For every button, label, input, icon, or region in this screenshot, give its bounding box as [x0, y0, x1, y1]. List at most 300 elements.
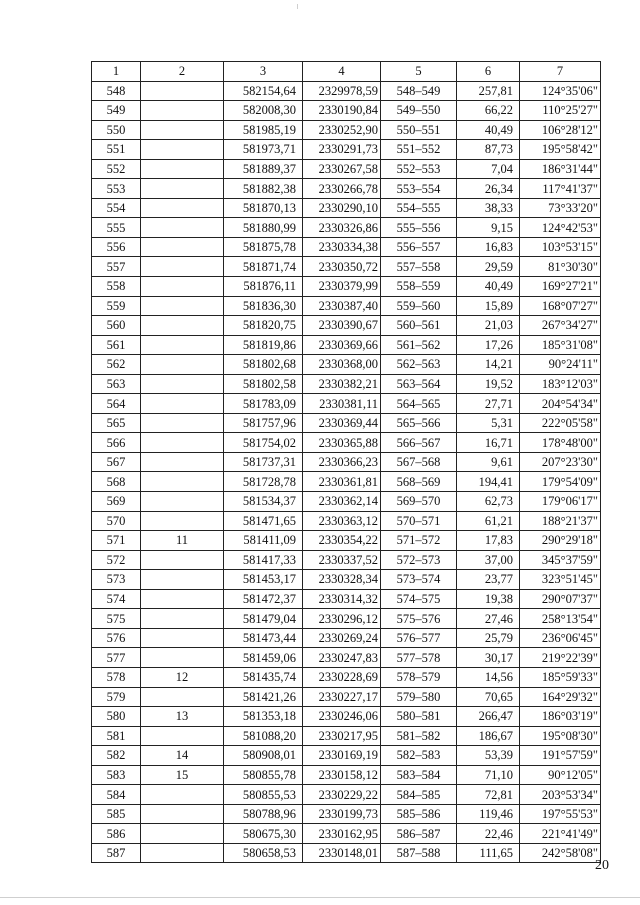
marker-cell: [141, 570, 224, 590]
bearing-cell: 117°41'37": [520, 179, 601, 199]
bearing-cell: 110°25'27": [520, 101, 601, 121]
table-row: [92, 785, 601, 805]
x-coordinate-cell: 580675,30: [224, 824, 303, 844]
bearing-cell: 219°22'39": [520, 648, 601, 668]
segment-cell: 587–588: [381, 843, 457, 863]
length-cell: 66,22: [457, 101, 520, 121]
table-row: [92, 609, 601, 629]
point-number-cell: 583: [92, 765, 141, 785]
bearing-cell: 186°31'44": [520, 159, 601, 179]
table-header-row: [92, 62, 601, 82]
point-number-cell: 574: [92, 589, 141, 609]
point-number-cell: 587: [92, 843, 141, 863]
table-row: [92, 394, 601, 414]
marker-cell: 13: [141, 707, 224, 727]
marker-cell: [141, 237, 224, 257]
length-cell: 111,65: [457, 843, 520, 863]
segment-cell: 568–569: [381, 472, 457, 492]
marker-cell: [141, 179, 224, 199]
x-coordinate-cell: 581728,78: [224, 472, 303, 492]
y-coordinate-cell: 2330369,44: [303, 413, 381, 433]
x-coordinate-cell: 581889,37: [224, 159, 303, 179]
length-cell: 16,71: [457, 433, 520, 453]
length-cell: 5,31: [457, 413, 520, 433]
table-row: [92, 257, 601, 277]
length-cell: 17,83: [457, 531, 520, 551]
table-row: [92, 667, 601, 687]
segment-cell: 569–570: [381, 492, 457, 512]
y-coordinate-cell: 2330229,22: [303, 785, 381, 805]
length-cell: 27,71: [457, 394, 520, 414]
x-coordinate-cell: 581088,20: [224, 726, 303, 746]
length-cell: 9,15: [457, 218, 520, 238]
y-coordinate-cell: 2330269,24: [303, 628, 381, 648]
point-number-cell: 568: [92, 472, 141, 492]
marker-cell: [141, 511, 224, 531]
segment-cell: 561–562: [381, 335, 457, 355]
length-cell: 16,83: [457, 237, 520, 257]
length-cell: 61,21: [457, 511, 520, 531]
bearing-cell: 81°30'30": [520, 257, 601, 277]
bottom-divider: [0, 897, 640, 898]
length-cell: 17,26: [457, 335, 520, 355]
segment-cell: 552–553: [381, 159, 457, 179]
marker-cell: [141, 81, 224, 101]
length-cell: 53,39: [457, 746, 520, 766]
length-cell: 29,59: [457, 257, 520, 277]
segment-cell: 584–585: [381, 785, 457, 805]
segment-cell: 562–563: [381, 355, 457, 375]
x-coordinate-cell: 581802,68: [224, 355, 303, 375]
marker-cell: [141, 726, 224, 746]
x-coordinate-cell: 580855,78: [224, 765, 303, 785]
table-row: [92, 648, 601, 668]
marker-cell: [141, 589, 224, 609]
segment-cell: 570–571: [381, 511, 457, 531]
point-number-cell: 559: [92, 296, 141, 316]
point-number-cell: 567: [92, 452, 141, 472]
segment-cell: 582–583: [381, 746, 457, 766]
column-header: 3: [224, 62, 303, 82]
segment-cell: 557–558: [381, 257, 457, 277]
marker-cell: 15: [141, 765, 224, 785]
length-cell: 37,00: [457, 550, 520, 570]
table-row: [92, 746, 601, 766]
table-row: [92, 101, 601, 121]
marker-cell: [141, 277, 224, 297]
length-cell: 257,81: [457, 81, 520, 101]
y-coordinate-cell: 2330266,78: [303, 179, 381, 199]
marker-cell: [141, 120, 224, 140]
y-coordinate-cell: 2330228,69: [303, 667, 381, 687]
point-number-cell: 582: [92, 746, 141, 766]
point-number-cell: 550: [92, 120, 141, 140]
segment-cell: 548–549: [381, 81, 457, 101]
x-coordinate-cell: 581754,02: [224, 433, 303, 453]
y-coordinate-cell: 2330246,06: [303, 707, 381, 727]
bearing-cell: 185°59'33": [520, 667, 601, 687]
marker-cell: [141, 413, 224, 433]
point-number-cell: 553: [92, 179, 141, 199]
table-row: [92, 120, 601, 140]
marker-cell: [141, 257, 224, 277]
segment-cell: 571–572: [381, 531, 457, 551]
table-row: [92, 81, 601, 101]
x-coordinate-cell: 581871,74: [224, 257, 303, 277]
bearing-cell: 106°28'12": [520, 120, 601, 140]
bearing-cell: 164°29'32": [520, 687, 601, 707]
x-coordinate-cell: 581880,99: [224, 218, 303, 238]
bearing-cell: 345°37'59": [520, 550, 601, 570]
y-coordinate-cell: 2330387,40: [303, 296, 381, 316]
bearing-cell: 290°07'37": [520, 589, 601, 609]
segment-cell: 586–587: [381, 824, 457, 844]
table-row: [92, 355, 601, 375]
y-coordinate-cell: 2330365,88: [303, 433, 381, 453]
x-coordinate-cell: 581411,09: [224, 531, 303, 551]
segment-cell: 581–582: [381, 726, 457, 746]
bearing-cell: 90°24'11": [520, 355, 601, 375]
bearing-cell: 168°07'27": [520, 296, 601, 316]
x-coordinate-cell: 581479,04: [224, 609, 303, 629]
table-row: [92, 472, 601, 492]
point-number-cell: 555: [92, 218, 141, 238]
length-cell: 87,73: [457, 140, 520, 160]
segment-cell: 563–564: [381, 374, 457, 394]
marker-cell: [141, 609, 224, 629]
column-header: 2: [141, 62, 224, 82]
x-coordinate-cell: 581802,58: [224, 374, 303, 394]
length-cell: 19,38: [457, 589, 520, 609]
x-coordinate-cell: 582008,30: [224, 101, 303, 121]
segment-cell: 567–568: [381, 452, 457, 472]
segment-cell: 576–577: [381, 628, 457, 648]
y-coordinate-cell: 2330290,10: [303, 198, 381, 218]
bearing-cell: 188°21'37": [520, 511, 601, 531]
bearing-cell: 179°06'17": [520, 492, 601, 512]
length-cell: 62,73: [457, 492, 520, 512]
y-coordinate-cell: 2330354,22: [303, 531, 381, 551]
y-coordinate-cell: 2330366,23: [303, 452, 381, 472]
marker-cell: [141, 804, 224, 824]
table-row: [92, 687, 601, 707]
y-coordinate-cell: 2330291,73: [303, 140, 381, 160]
segment-cell: 550–551: [381, 120, 457, 140]
length-cell: 266,47: [457, 707, 520, 727]
table-row: [92, 277, 601, 297]
segment-cell: 585–586: [381, 804, 457, 824]
x-coordinate-cell: 581453,17: [224, 570, 303, 590]
bearing-cell: 124°35'06": [520, 81, 601, 101]
length-cell: 40,49: [457, 120, 520, 140]
y-coordinate-cell: 2330267,58: [303, 159, 381, 179]
y-coordinate-cell: 2330190,84: [303, 101, 381, 121]
bearing-cell: 185°31'08": [520, 335, 601, 355]
marker-cell: [141, 316, 224, 336]
table-row: [92, 765, 601, 785]
segment-cell: 577–578: [381, 648, 457, 668]
y-coordinate-cell: 2330361,81: [303, 472, 381, 492]
segment-cell: 555–556: [381, 218, 457, 238]
table-row: [92, 531, 601, 551]
length-cell: 38,33: [457, 198, 520, 218]
marker-cell: [141, 374, 224, 394]
y-coordinate-cell: 2330381,11: [303, 394, 381, 414]
bearing-cell: 179°54'09": [520, 472, 601, 492]
table-row: [92, 804, 601, 824]
length-cell: 71,10: [457, 765, 520, 785]
column-header: 7: [520, 62, 601, 82]
point-number-cell: 575: [92, 609, 141, 629]
length-cell: 30,17: [457, 648, 520, 668]
point-number-cell: 560: [92, 316, 141, 336]
segment-cell: 551–552: [381, 140, 457, 160]
bearing-cell: 195°08'30": [520, 726, 601, 746]
segment-cell: 579–580: [381, 687, 457, 707]
point-number-cell: 561: [92, 335, 141, 355]
x-coordinate-cell: 581876,11: [224, 277, 303, 297]
segment-cell: 566–567: [381, 433, 457, 453]
length-cell: 9,61: [457, 452, 520, 472]
bearing-cell: 207°23'30": [520, 452, 601, 472]
table-row: [92, 316, 601, 336]
table-row: [92, 237, 601, 257]
y-coordinate-cell: 2330328,34: [303, 570, 381, 590]
point-number-cell: 581: [92, 726, 141, 746]
table-row: [92, 570, 601, 590]
marker-cell: [141, 101, 224, 121]
bearing-cell: 178°48'00": [520, 433, 601, 453]
x-coordinate-cell: 581783,09: [224, 394, 303, 414]
point-number-cell: 548: [92, 81, 141, 101]
y-coordinate-cell: 2330252,90: [303, 120, 381, 140]
segment-cell: 580–581: [381, 707, 457, 727]
scan-mark: [297, 4, 298, 9]
marker-cell: 12: [141, 667, 224, 687]
marker-cell: [141, 824, 224, 844]
x-coordinate-cell: 581472,37: [224, 589, 303, 609]
point-number-cell: 549: [92, 101, 141, 121]
point-number-cell: 570: [92, 511, 141, 531]
y-coordinate-cell: 2330363,12: [303, 511, 381, 531]
y-coordinate-cell: 2330148,01: [303, 843, 381, 863]
table-row: [92, 198, 601, 218]
x-coordinate-cell: 581421,26: [224, 687, 303, 707]
point-number-cell: 554: [92, 198, 141, 218]
column-header: 1: [92, 62, 141, 82]
table-row: [92, 179, 601, 199]
table-row: [92, 374, 601, 394]
segment-cell: 583–584: [381, 765, 457, 785]
length-cell: 25,79: [457, 628, 520, 648]
point-number-cell: 584: [92, 785, 141, 805]
segment-cell: 575–576: [381, 609, 457, 629]
y-coordinate-cell: 2330247,83: [303, 648, 381, 668]
length-cell: 72,81: [457, 785, 520, 805]
point-number-cell: 556: [92, 237, 141, 257]
x-coordinate-cell: 580908,01: [224, 746, 303, 766]
marker-cell: [141, 648, 224, 668]
marker-cell: [141, 159, 224, 179]
table-row: [92, 511, 601, 531]
point-number-cell: 576: [92, 628, 141, 648]
length-cell: 27,46: [457, 609, 520, 629]
table-row: [92, 413, 601, 433]
segment-cell: 553–554: [381, 179, 457, 199]
length-cell: 15,89: [457, 296, 520, 316]
marker-cell: [141, 394, 224, 414]
marker-cell: [141, 472, 224, 492]
y-coordinate-cell: 2330158,12: [303, 765, 381, 785]
marker-cell: 14: [141, 746, 224, 766]
x-coordinate-cell: 581459,06: [224, 648, 303, 668]
x-coordinate-cell: 580658,53: [224, 843, 303, 863]
segment-cell: 556–557: [381, 237, 457, 257]
marker-cell: [141, 335, 224, 355]
point-number-cell: 572: [92, 550, 141, 570]
length-cell: 119,46: [457, 804, 520, 824]
point-number-cell: 562: [92, 355, 141, 375]
bearing-cell: 186°03'19": [520, 707, 601, 727]
segment-cell: 560–561: [381, 316, 457, 336]
segment-cell: 559–560: [381, 296, 457, 316]
point-number-cell: 564: [92, 394, 141, 414]
point-number-cell: 579: [92, 687, 141, 707]
table-row: [92, 452, 601, 472]
y-coordinate-cell: 2330362,14: [303, 492, 381, 512]
bearing-cell: 73°33'20": [520, 198, 601, 218]
table-row: [92, 589, 601, 609]
y-coordinate-cell: 2330326,86: [303, 218, 381, 238]
table-row: [92, 335, 601, 355]
y-coordinate-cell: 2330162,95: [303, 824, 381, 844]
segment-cell: 578–579: [381, 667, 457, 687]
y-coordinate-cell: 2330350,72: [303, 257, 381, 277]
bearing-cell: 323°51'45": [520, 570, 601, 590]
point-number-cell: 573: [92, 570, 141, 590]
bearing-cell: 124°42'53": [520, 218, 601, 238]
y-coordinate-cell: 2330199,73: [303, 804, 381, 824]
length-cell: 14,21: [457, 355, 520, 375]
table-row: [92, 824, 601, 844]
length-cell: 22,46: [457, 824, 520, 844]
bearing-cell: 90°12'05": [520, 765, 601, 785]
bearing-cell: 258°13'54": [520, 609, 601, 629]
marker-cell: [141, 355, 224, 375]
segment-cell: 554–555: [381, 198, 457, 218]
bearing-cell: 195°58'42": [520, 140, 601, 160]
x-coordinate-cell: 581820,75: [224, 316, 303, 336]
point-number-cell: 586: [92, 824, 141, 844]
segment-cell: 564–565: [381, 394, 457, 414]
length-cell: 40,49: [457, 277, 520, 297]
length-cell: 26,34: [457, 179, 520, 199]
bearing-cell: 221°41'49": [520, 824, 601, 844]
marker-cell: [141, 198, 224, 218]
table-row: [92, 707, 601, 727]
segment-cell: 572–573: [381, 550, 457, 570]
table-row: [92, 726, 601, 746]
y-coordinate-cell: 2330379,99: [303, 277, 381, 297]
marker-cell: [141, 218, 224, 238]
x-coordinate-cell: 581353,18: [224, 707, 303, 727]
bearing-cell: 267°34'27": [520, 316, 601, 336]
x-coordinate-cell: 581882,38: [224, 179, 303, 199]
point-number-cell: 585: [92, 804, 141, 824]
length-cell: 186,67: [457, 726, 520, 746]
length-cell: 70,65: [457, 687, 520, 707]
point-number-cell: 577: [92, 648, 141, 668]
bearing-cell: 103°53'15": [520, 237, 601, 257]
marker-cell: [141, 140, 224, 160]
x-coordinate-cell: 580788,96: [224, 804, 303, 824]
x-coordinate-cell: 581973,71: [224, 140, 303, 160]
x-coordinate-cell: 582154,64: [224, 81, 303, 101]
length-cell: 19,52: [457, 374, 520, 394]
table-row: [92, 550, 601, 570]
y-coordinate-cell: 2329978,59: [303, 81, 381, 101]
marker-cell: [141, 687, 224, 707]
table-row: [92, 296, 601, 316]
marker-cell: [141, 296, 224, 316]
bearing-cell: 222°05'58": [520, 413, 601, 433]
y-coordinate-cell: 2330337,52: [303, 550, 381, 570]
column-header: 4: [303, 62, 381, 82]
y-coordinate-cell: 2330169,19: [303, 746, 381, 766]
bearing-cell: 169°27'21": [520, 277, 601, 297]
marker-cell: [141, 433, 224, 453]
y-coordinate-cell: 2330314,32: [303, 589, 381, 609]
marker-cell: [141, 843, 224, 863]
page-number: 20: [595, 858, 609, 873]
column-header: 6: [457, 62, 520, 82]
length-cell: 194,41: [457, 472, 520, 492]
x-coordinate-cell: 581737,31: [224, 452, 303, 472]
point-number-cell: 557: [92, 257, 141, 277]
bearing-cell: 290°29'18": [520, 531, 601, 551]
bearing-cell: 183°12'03": [520, 374, 601, 394]
marker-cell: [141, 492, 224, 512]
point-number-cell: 552: [92, 159, 141, 179]
x-coordinate-cell: 581473,44: [224, 628, 303, 648]
table-row: [92, 159, 601, 179]
point-number-cell: 580: [92, 707, 141, 727]
y-coordinate-cell: 2330390,67: [303, 316, 381, 336]
table-row: [92, 492, 601, 512]
point-number-cell: 571: [92, 531, 141, 551]
segment-cell: 549–550: [381, 101, 457, 121]
y-coordinate-cell: 2330369,66: [303, 335, 381, 355]
bearing-cell: 197°55'53": [520, 804, 601, 824]
x-coordinate-cell: 581875,78: [224, 237, 303, 257]
table-row: [92, 218, 601, 238]
point-number-cell: 565: [92, 413, 141, 433]
x-coordinate-cell: 580855,53: [224, 785, 303, 805]
point-number-cell: 551: [92, 140, 141, 160]
bearing-cell: 242°58'08": [520, 843, 601, 863]
y-coordinate-cell: 2330382,21: [303, 374, 381, 394]
x-coordinate-cell: 581870,13: [224, 198, 303, 218]
x-coordinate-cell: 581836,30: [224, 296, 303, 316]
marker-cell: 11: [141, 531, 224, 551]
point-number-cell: 566: [92, 433, 141, 453]
length-cell: 23,77: [457, 570, 520, 590]
x-coordinate-cell: 581757,96: [224, 413, 303, 433]
length-cell: 21,03: [457, 316, 520, 336]
length-cell: 14,56: [457, 667, 520, 687]
x-coordinate-cell: 581435,74: [224, 667, 303, 687]
marker-cell: [141, 785, 224, 805]
